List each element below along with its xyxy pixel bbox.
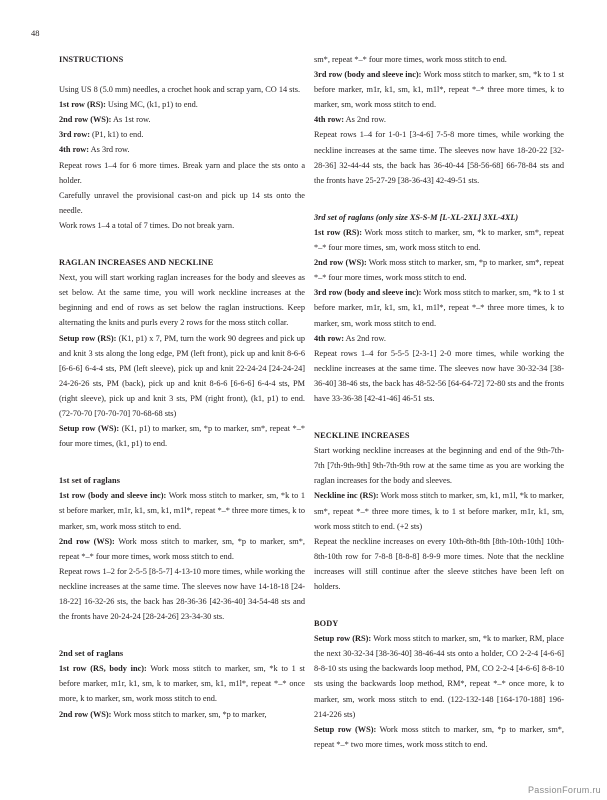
paragraph: sm*, repeat *–* four more times, work moss stitch to end. [314,55,507,64]
spacer [59,233,305,255]
row-label: 2nd row (WS): [59,115,112,125]
row-text: Work moss stitch to marker, sm, *k to marker, RM, place the next 30-32-34 [38-36-40] 38-46-44 sts onto a holder, CO 2-2-4 [4-6-6] 8-8-10 sts using the backwards loop method, PM, CO 2-2-4 [4-6-6] 8-8-10 sts using the backwards loop method, RM*, repeat *–* once more, k to marker, sm, work moss stitch to end. (122-132-148 [164-170-188] 196-214-226 sts) [314,634,564,719]
row-text: (K1, p1) to marker, sm, *p to marker, sm*, repeat *–* four more times, (k1, p1) to end. [59,424,305,449]
paragraph [314,631,564,722]
right-column [314,52,564,752]
row-label: 1st row (RS): [314,227,363,237]
row-label: Neckline inc (RS): [314,491,379,501]
paragraph [59,707,305,722]
paragraph: Repeat rows 1–2 for 2-5-5 [8-5-7] 4-13-10 more times, while working the neckline increases at the same time. The sleeves now have 14-18-18 [24-18-22] 16-32-26 sts, the back has 28-36-36 [42-36-40] 34-54-48 sts and the fronts have 20-24-24 [28-24-26] 23-34-30 sts. [59,566,305,622]
row-text: As 3rd row. [89,145,130,155]
spacer [59,624,305,646]
paragraph [314,225,564,255]
row-text: Work moss stitch to marker, sm, *k to marker, sm*, repeat *–* four more times, sm, work moss stitch to end. [314,227,564,253]
row-label: 3rd row (body and sleeve inc): [314,70,422,80]
paragraph [59,97,305,112]
spacer [59,451,305,473]
row-label: 4th row: [59,145,90,155]
section-heading: BODY [314,619,339,629]
row-text: Work moss stitch to marker, sm, *k to 1 st before marker, m1r, k1, sm, k1, m1l*, repeat *–* three more times, k to marker, sm, work moss stitch to end. [59,491,305,531]
spacer [314,188,564,210]
section-heading: INSTRUCTIONS [59,55,124,64]
paragraph: Repeat rows 1–4 for 6 more times. Break yarn and place the sts onto a holder. [59,160,305,185]
row-label: 2nd row (WS): [59,536,115,546]
section-heading: RAGLAN INCREASES AND NECKLINE [59,258,214,268]
row-text: Work moss stitch to marker, sm, k1, m1l, *k to marker, sm*, repeat *–* three more times, k to 1 st before marker, m1r, k1, sm, work moss stitch to end. (+2 sts) [314,491,564,531]
paragraph: Repeat the neckline increases on every 10th-8th-8th [8th-10th-10th] 10th-8th-10th row for 7-8-8 [8-8-8] 8-9-9 more times. Note that the neckline increases will still continue after the sleeve stitches have been left on holders. [314,536,564,591]
row-label: 4th row: [314,333,345,343]
row-text: (P1, k1) to end. [89,130,144,140]
row-text: As 2nd row. [344,333,386,343]
row-text: Using MC, (k1, p1) to end. [105,100,198,110]
paragraph [59,127,305,142]
row-label: 4th row: [314,115,345,125]
paragraph [59,488,305,533]
row-text: Work moss stitch to marker, sm, *k to 1 st before marker, m1r, k1, sm, k1, m1l*, repeat *–* three more times, k to marker, sm, work moss stitch to end. [314,70,565,110]
row-label: 1st row (RS, body inc): [59,664,147,674]
paragraph: Work rows 1–4 a total of 7 times. Do not break yarn. [59,220,235,230]
section-heading: 2nd set of raglans [59,649,124,659]
row-text: (K1, p1) x 7, PM, turn the work 90 degrees and pick up and knit 3 sts along the long edge, PM (left front), pick up and knit 8-6-6 [6-6-6] 6-4-4 sts, PM (left sleeve), pick up and knit 22-24-24 [24-24-24] 24-26-26 sts, PM (back), pick up and knit 8-6-6 [6-6-6] 6-4-4 sts, PM (right sleeve), pick up and knit 3 sts, PM (right front), (k1, p1) to end. (72-70-70 [70-70-70] 70-68-68 sts) [59,333,306,418]
row-text: As 2nd row. [344,115,386,125]
paragraph [314,255,564,285]
row-label: 1st row (body and sleeve inc): [59,491,167,501]
row-label: Setup row (RS): [59,333,117,343]
row-text: Work moss stitch to marker, sm, *p to marker, sm*, repeat *–* four more times, work moss stitch to end. [314,258,564,283]
row-label: 2nd row (WS): [59,709,112,719]
paragraph [314,112,564,127]
paragraph [59,421,305,451]
page-number: 48 [31,28,40,38]
paragraph [314,331,564,346]
row-label: Setup row (RS): [314,634,372,644]
paragraph: Next, you will start working raglan increases for the body and sleeves as set below. At the same time, you will work neckline increases at the beginning and end of rows as set below the raglan instructions. Keep alternating the knits and purls every 2 rows for the moss stitch collar. [59,273,305,328]
paragraph: Start working neckline increases at the beginning and end of the 9th-7th-7th [7th-9th-9th] 9th-7th-9th row at the same time as you are working the raglan increases for the body and sleeves. [314,446,564,486]
paragraph [59,661,305,706]
row-text: Work moss stitch to marker, sm, *p to marker, sm*, repeat *–* four more times, work moss stitch to end. [59,536,305,561]
row-label: 1st row (RS): [59,100,106,110]
row-label: Setup row (WS): [314,724,377,734]
subsection-heading: 3rd set of raglans (only size XS-S-M [L-XL-2XL] 3XL-4XL) [314,212,519,222]
spacer [314,594,564,616]
spacer [59,67,305,82]
paragraph [314,67,564,112]
paragraph [59,142,305,157]
row-text: Work moss stitch to marker, sm, *p to marker, [111,709,267,719]
paragraph [59,331,305,422]
paragraph: Using US 8 (5.0 mm) needles, a crochet hook and scrap yarn, CO 14 sts. [59,85,301,95]
section-heading: 1st set of raglans [59,476,121,486]
paragraph [314,488,564,533]
paragraph [314,722,564,752]
row-text: Work moss stitch to marker, sm, *k to 1 st before marker, m1r, k1, sm, k to marker, sm, k1, m1l*, repeat *–* once more, k to marker, sm, work moss stitch to end. [59,664,305,704]
paragraph: Repeat rows 1–4 for 5-5-5 [2-3-1] 2-0 more times, while working the neckline increases at the same time. The sleeves now have 30-32-34 [38-36-40] 38-46 sts, the back has 48-52-56 [64-64-72] 72-80 sts and the fronts have 33-36-38 [42-41-46] 46-51 sts. [314,348,565,403]
paragraph: Carefully unravel the provisional cast-on and pick up 14 sts onto the needle. [59,190,305,215]
section-heading: NECKLINE INCREASES [314,431,410,441]
paragraph: Repeat rows 1–4 for 1-0-1 [3-4-6] 7-5-8 more times, while working the neckline increases at the same time. The sleeves now have 18-20-22 [32-28-36] 32-44-44 sts, the back has 36-40-44 [58-56-68] 66-78-84 sts and the fronts have 25-27-29 [38-36-43] 42-49-51 sts. [314,130,564,185]
left-column [59,52,305,722]
paragraph [59,112,305,127]
paragraph [59,534,305,564]
row-text: As 1st row. [111,115,151,125]
row-label: 3rd row: [59,130,90,140]
spacer [314,406,564,428]
row-text: Work moss stitch to marker, sm, *p to marker, sm*, repeat *–* two more times, work moss stitch to end. [314,724,564,749]
row-label: 2nd row (WS): [314,258,367,268]
watermark: PassionForum.ru [527,785,601,795]
row-label: Setup row (WS): [59,424,120,434]
row-text: Work moss stitch to marker, sm, *k to 1 st before marker, m1r, k1, sm, k1, m1l*, repeat *–* three more times, k to marker, sm, work moss stitch to end. [314,288,565,328]
paragraph [314,285,564,330]
row-label: 3rd row (body and sleeve inc): [314,288,422,298]
